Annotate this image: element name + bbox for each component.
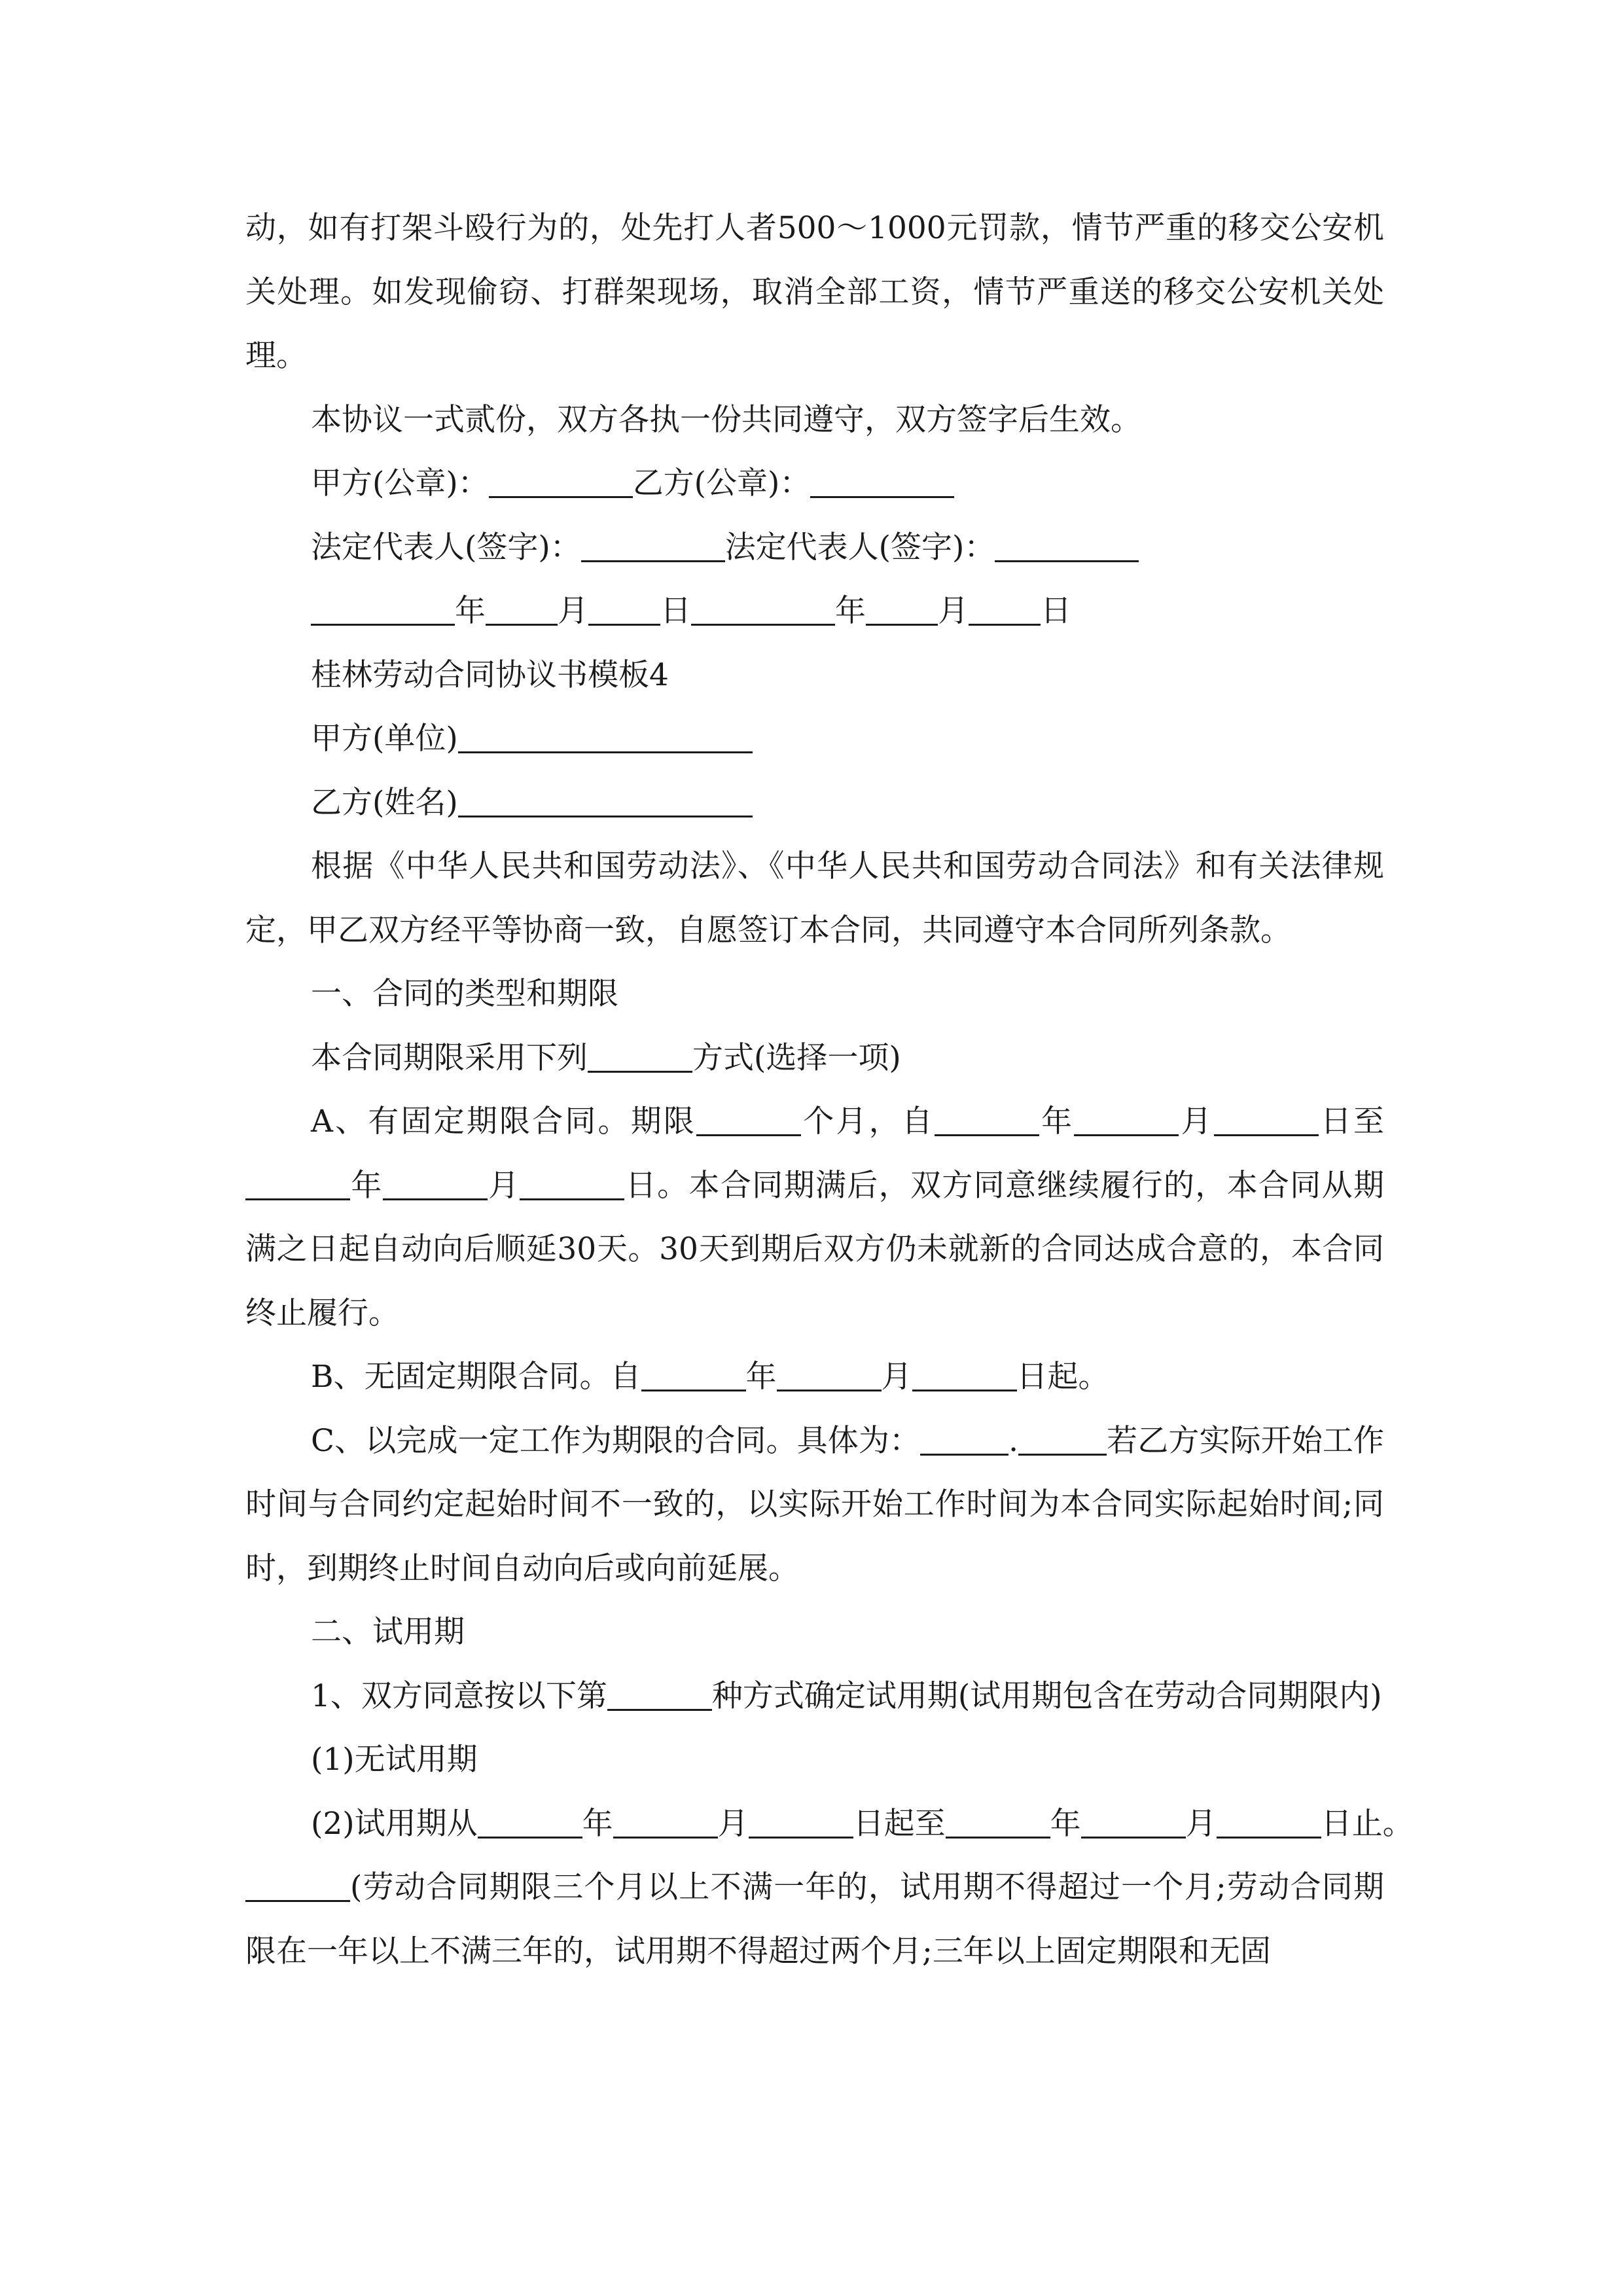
date-month-label: 月 [881, 1359, 912, 1395]
option-b-paragraph [245, 1345, 1384, 1409]
party-a-unit-line [245, 707, 1384, 771]
option-a-pre: A、有固定期限合同。期限 [311, 1103, 697, 1139]
date-year-label: 年 [350, 1167, 383, 1204]
party-a-seal-blank [489, 467, 633, 498]
party-b-name-line [245, 771, 1384, 835]
section-2-option-2 [245, 1792, 1414, 1856]
date-year-label: 年 [1050, 1805, 1081, 1842]
date-month-label: 月 [938, 593, 969, 629]
signature-date-line [245, 579, 1384, 643]
date-year-label: 年 [1039, 1103, 1075, 1139]
option-a-months-blank [696, 1105, 801, 1136]
date-month-label: 月 [1179, 1103, 1214, 1139]
option-2-from-day-blank [749, 1807, 853, 1839]
option-2-pre: (2)试用期从 [311, 1805, 478, 1842]
party-b-rep-label: 法定代表人(签字)： [724, 529, 995, 565]
item-1-choice-blank [607, 1679, 712, 1711]
paragraph-intro: 根据《中华人民共和国劳动法》、《中华人民共和国劳动合同法》和有关法律规定，甲乙双方经平等协商一致，自愿签订本合同，共同遵守本合同所列条款。 [245, 848, 1384, 948]
date-a-year-blank [311, 594, 455, 626]
option-a-from-day-blank [1214, 1105, 1319, 1136]
date-year-label: 年 [745, 1359, 777, 1395]
option-c-paragraph [245, 1409, 1384, 1601]
date-month-label: 月 [717, 1805, 749, 1842]
option-c-blank-2 [1018, 1424, 1107, 1456]
option-c-dot: . [1008, 1422, 1019, 1459]
option-b-day-blank [912, 1360, 1017, 1391]
option-a-from-month-blank [1074, 1105, 1179, 1136]
party-b-name-label: 乙方(姓名) [311, 784, 458, 821]
option-a-paragraph [245, 1090, 1384, 1345]
signature-rep-line [245, 516, 1384, 580]
option-2-to-day-blank [1217, 1807, 1321, 1839]
date-day-label: 日 [660, 593, 691, 629]
party-b-seal-blank [810, 467, 954, 498]
date-year-label: 年 [582, 1805, 613, 1842]
option-a-months-text: 个月，自 [801, 1103, 935, 1139]
template-title: 桂林劳动合同协议书模板4 [311, 656, 669, 693]
party-a-unit-blank [458, 722, 753, 753]
date-month-label: 月 [487, 1167, 520, 1204]
party-b-name-blank [458, 786, 753, 817]
document-body [245, 196, 1414, 1983]
date-year-label: 年 [455, 593, 486, 629]
party-b-seal-label: 乙方(公章)： [632, 465, 811, 501]
item-1-post: 种方式确定试用期(试用期包含在劳动合同期限内) [711, 1677, 1382, 1714]
date-a-day-blank [588, 594, 660, 626]
option-a-from-year-blank [935, 1105, 1039, 1136]
party-a-rep-blank [581, 531, 725, 562]
section-2-note [245, 1856, 1384, 1983]
section-1-term-line [245, 1026, 1384, 1090]
option-2-to-text: 日起至 [853, 1805, 946, 1842]
option-b-year-blank [641, 1360, 746, 1391]
option-b-month-blank [777, 1360, 882, 1391]
date-month-label: 月 [558, 593, 588, 629]
option-a-to-text: 日至 [1318, 1103, 1385, 1139]
date-year-label: 年 [835, 593, 866, 629]
party-a-rep-label: 法定代表人(签字)： [311, 529, 581, 565]
term-post-text: 方式(选择一项) [692, 1039, 901, 1076]
option-2-to-month-blank [1081, 1807, 1186, 1839]
option-2-end: 日止。 [1321, 1805, 1414, 1842]
term-pre-text: 本合同期限采用下列 [311, 1039, 588, 1076]
option-a-rest: 日。本合同期满后，双方同意继续履行的，本合同从期满之日起自动向后顺延30天。30天到期后双方仍未就新的合同达成合意的，本合同终止履行。 [245, 1167, 1385, 1331]
option-c-rest: 若乙方实际开始工作时间与合同约定起始时间不一致的，以实际开始工作时间为本合同实际起始时间;同时，到期终止时间自动向后或向前延展。 [245, 1422, 1385, 1587]
option-a-to-day-blank [520, 1169, 624, 1200]
date-a-month-blank [486, 594, 558, 626]
section-2-item-1 [245, 1664, 1384, 1729]
option-a-to-month-blank [383, 1169, 488, 1200]
option-2-from-year-blank [478, 1807, 582, 1839]
date-month-label: 月 [1185, 1805, 1217, 1842]
date-b-year-blank [691, 594, 835, 626]
section-1-heading: 一、合同的类型和期限 [311, 976, 618, 1012]
item-1-pre: 1、双方同意按以下第 [311, 1677, 607, 1714]
option-c-blank-1 [920, 1424, 1008, 1456]
option-c-pre: C、以完成一定工作为期限的合同。具体为： [311, 1422, 921, 1459]
option-b-pre: B、无固定期限合同。自 [311, 1359, 641, 1395]
date-b-day-blank [969, 594, 1041, 626]
paragraph-penalty: 动，如有打架斗殴行为的，处先打人者500～1000元罚款，情节严重的移交公安机关处理。如发现偷窃、打群架现场，取消全部工资，情节严重送的移交公安机关处理。 [245, 210, 1384, 374]
term-choice-blank [588, 1041, 692, 1073]
party-a-unit-label: 甲方(单位) [311, 721, 458, 757]
party-a-seal-label: 甲方(公章)： [311, 465, 489, 501]
option-b-post: 日起。 [1016, 1359, 1109, 1395]
note-text: (劳动合同期限三个月以上不满一年的，试用期不得超过一个月;劳动合同期限在一年以上不满三年的，试用期不得超过两个月;三年以上固定期限和无固 [245, 1869, 1384, 1969]
note-blank [245, 1871, 350, 1902]
paragraph-copies: 本协议一式贰份，双方各执一份共同遵守，双方签字后生效。 [311, 401, 1141, 438]
section-2-option-1: (1)无试用期 [311, 1742, 478, 1778]
date-day-label: 日 [1041, 593, 1071, 629]
party-b-rep-blank [995, 531, 1139, 562]
section-2-heading: 二、试用期 [311, 1614, 465, 1650]
option-2-to-year-blank [946, 1807, 1050, 1839]
signature-seal-line [245, 452, 1384, 516]
date-b-month-blank [866, 594, 938, 626]
option-a-to-year-blank [245, 1169, 350, 1200]
option-2-from-month-blank [613, 1807, 718, 1839]
